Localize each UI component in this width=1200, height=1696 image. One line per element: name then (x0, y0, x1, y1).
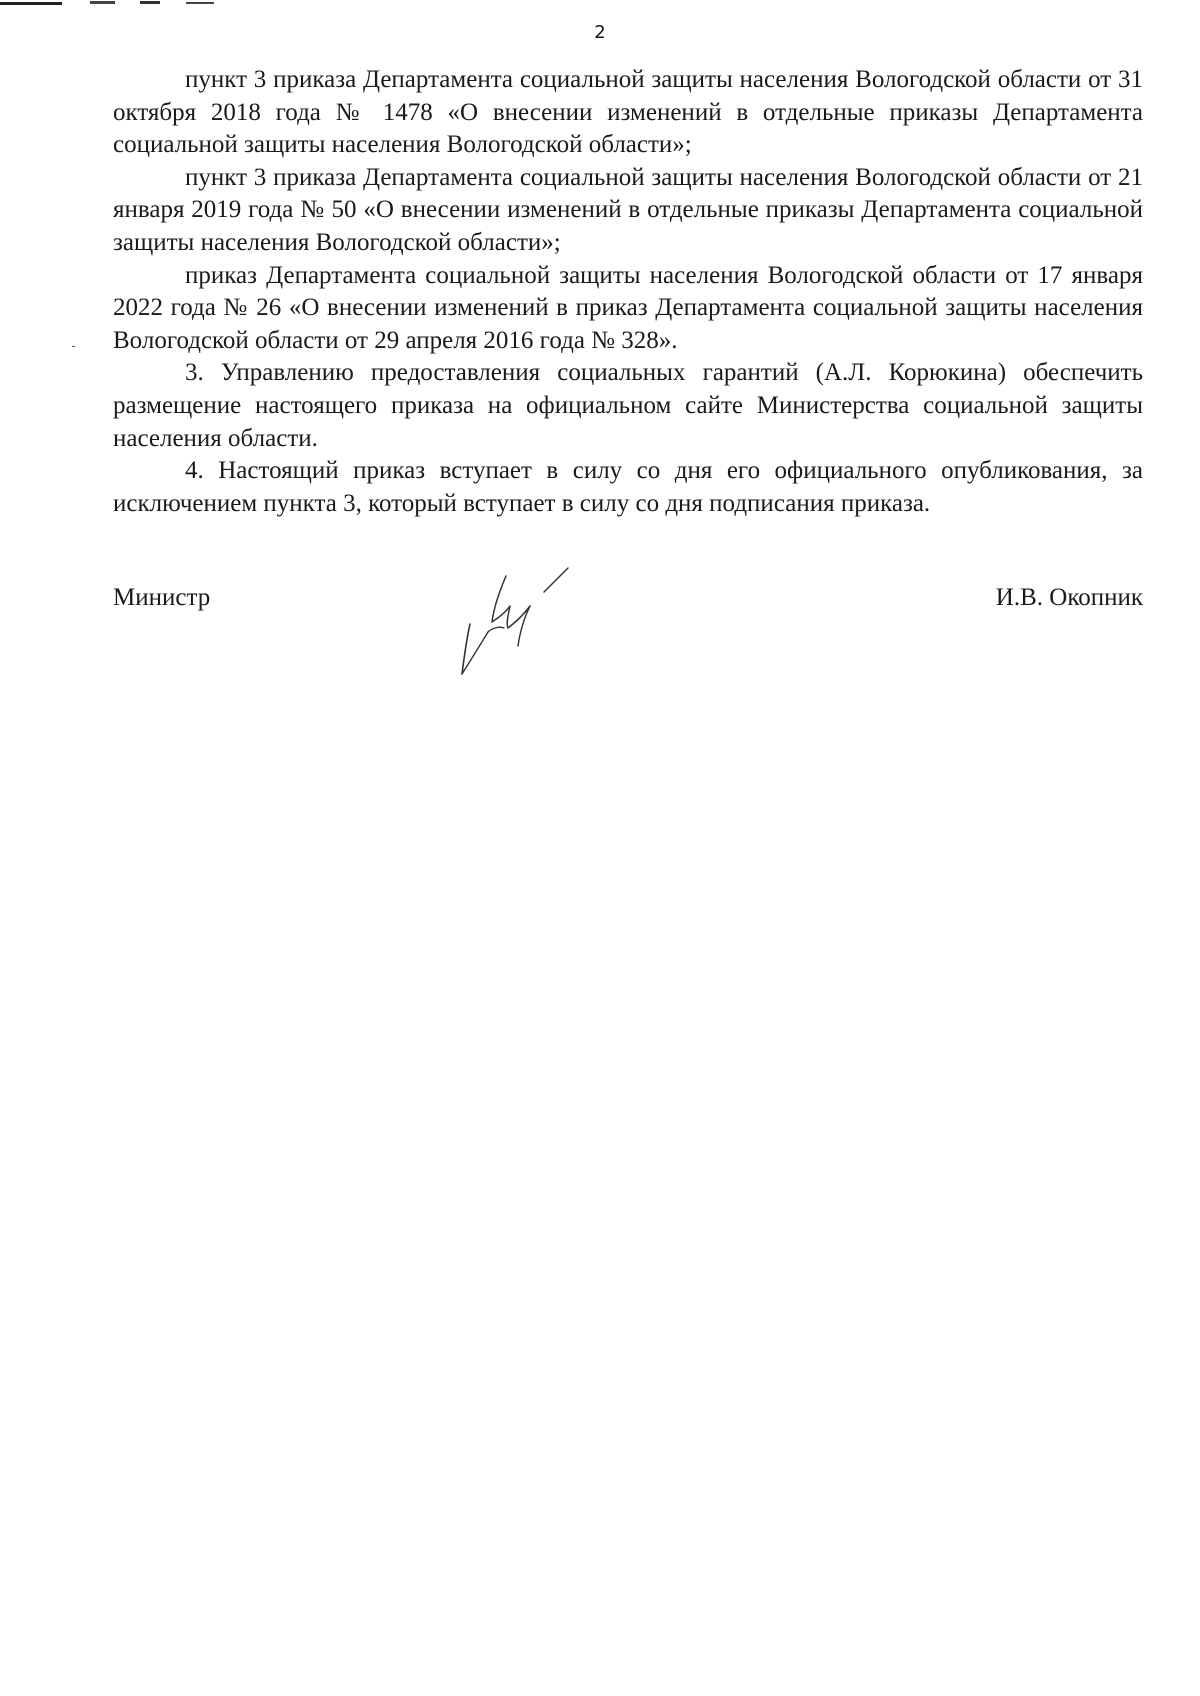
paragraph-repeal-item-1: пункт 3 приказа Департамента социальной защиты населения Вологодской области от 31 октября 2018 года № 1478 «О внесении изменений в отдельные приказы Департамента социальной защиты населения Вологодской области»; (113, 66, 1143, 159)
scan-artifact-marks (0, 0, 230, 10)
page-number: 2 (594, 22, 606, 43)
signatory-position: Министр (113, 584, 211, 611)
paragraph-repeal-item-3: приказ Департамента социальной защиты населения Вологодской области от 17 января 2022 года № 26 «О внесении изменений в приказ Департамента социальной защиты населения Вологодской области от 29 апреля 2016 года № 328». (113, 261, 1143, 354)
signatory-name: И.В. Окопник (995, 584, 1143, 611)
signature-block (113, 584, 1143, 704)
paragraph-clause-3: 3. Управлению предоставления социальных гарантий (А.Л. Корюкина) обеспечить размещение настоящего приказа на официальном сайте Министерства социальной защиты населения области. (113, 359, 1143, 452)
document-body (113, 64, 1143, 520)
paragraph-repeal-item-2: пункт 3 приказа Департамента социальной защиты населения Вологодской области от 21 января 2019 года № 50 «О внесении изменений в отдельные приказы Департамента социальной защиты населения Вологодской области»; (113, 163, 1143, 256)
handwritten-signature (448, 562, 578, 682)
scan-speck (72, 346, 75, 347)
paragraph-clause-4: 4. Настоящий приказ вступает в силу со дня его официального опубликования, за исключением пункта 3, который вступает в силу со дня подписания приказа. (113, 457, 1143, 517)
